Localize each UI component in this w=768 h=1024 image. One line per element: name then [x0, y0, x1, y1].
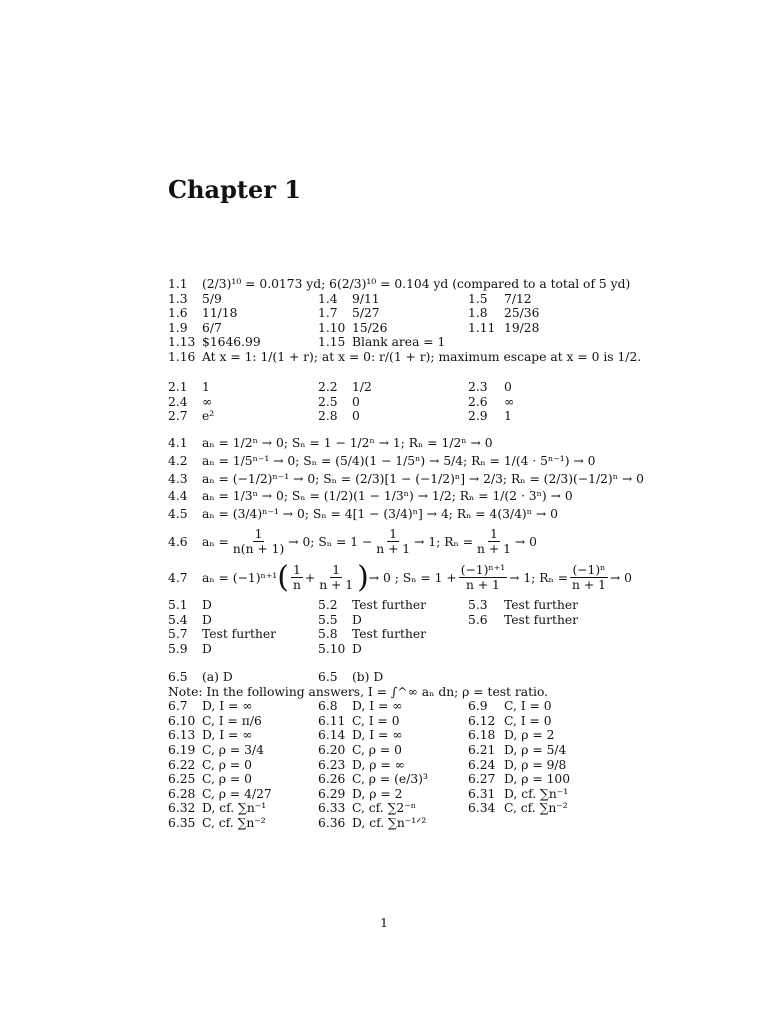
problem-number: 1.3	[168, 291, 188, 306]
answer-value: C, ρ = 0	[352, 742, 402, 757]
answer-value: D	[202, 641, 212, 656]
problem-number: 5.9	[168, 641, 188, 656]
problem-number: 1.6	[168, 306, 188, 321]
problem-number: 5.4	[168, 612, 188, 627]
answer-value: 19/28	[504, 320, 540, 335]
answer-row-fraction	[168, 559, 688, 597]
note-text: Note: In the following answers, I = ∫^∞ aₙ dn; ρ = test ratio.	[168, 684, 549, 699]
page-number: 1	[380, 916, 388, 930]
numerator: 1	[293, 563, 301, 578]
answer-text: (2/3)¹⁰ = 0.0173 yd; 6(2/3)¹⁰ = 0.104 yd (compared to a total of 5 yd)	[202, 277, 631, 291]
problem-number: 4.1	[168, 436, 188, 450]
answer-row	[168, 507, 688, 525]
problem-number: 6.9	[468, 699, 488, 714]
answer-value: D, cf. ∑n⁻¹	[504, 786, 569, 801]
answer-row	[168, 598, 688, 613]
problem-number: 4.7	[168, 570, 188, 585]
answer-row	[168, 642, 688, 657]
answer-value: 25/36	[504, 306, 540, 321]
note-row	[168, 685, 688, 700]
problem-number: 5.8	[318, 627, 338, 642]
problem-number: 6.28	[168, 786, 196, 801]
answer-row	[168, 380, 688, 395]
denominator: n(n + 1)	[232, 542, 285, 557]
answer-value: C, ρ = 3/4	[202, 742, 264, 757]
answers-section-6	[168, 670, 688, 831]
answer-row	[168, 743, 688, 758]
answer-value: D, ρ = 2	[352, 786, 403, 801]
answer-row-fraction	[168, 525, 688, 559]
answers-section-4	[168, 436, 688, 597]
problem-number: 4.2	[168, 453, 188, 468]
problem-number: 5.10	[318, 641, 346, 656]
problem-number: 2.7	[168, 409, 188, 424]
problem-number: 1.5	[468, 291, 488, 306]
answer-row	[168, 277, 688, 292]
problem-number: 1.13	[168, 335, 196, 350]
problem-number: 5.3	[468, 598, 488, 612]
answer-row	[168, 489, 688, 507]
problem-number: 6.29	[318, 786, 346, 801]
numerator: (−1)ⁿ	[572, 563, 606, 578]
problem-number: 6.35	[168, 815, 196, 830]
answer-value: C, ρ = 0	[202, 772, 252, 787]
answer-row	[168, 728, 688, 743]
problem-number: 6.21	[468, 742, 496, 757]
numerator: (−1)ⁿ⁺¹	[460, 563, 506, 578]
problem-number: 1.16	[168, 349, 196, 364]
numerator: 1	[389, 527, 398, 542]
answer-value: 5/9	[202, 291, 222, 306]
problem-number: 2.8	[318, 409, 338, 424]
problem-number: 1.10	[318, 320, 346, 335]
problem-number: 4.3	[168, 471, 188, 486]
answer-value: 0	[352, 409, 360, 424]
answer-value: 1/2	[352, 380, 372, 394]
answer-value: ∞	[202, 394, 213, 409]
problem-number: 6.10	[168, 713, 196, 728]
answers-section-5	[168, 598, 688, 656]
problem-number: 6.8	[318, 699, 338, 714]
answer-value: Test further	[504, 612, 579, 627]
answer-value: D	[352, 641, 362, 656]
answer-value: D	[202, 598, 212, 612]
formula-text: → 0 ; Sₙ = 1 +	[368, 570, 457, 585]
problem-number: 6.13	[168, 728, 196, 743]
fraction	[374, 527, 412, 556]
answer-row	[168, 335, 688, 350]
answer-row	[168, 454, 688, 472]
answer-value: (b) D	[352, 670, 384, 684]
numerator: 1	[332, 563, 341, 578]
problem-number: 2.5	[318, 394, 338, 409]
denominator: n + 1	[572, 578, 606, 593]
answer-row	[168, 772, 688, 787]
problem-number: 2.6	[468, 394, 488, 409]
answer-value: e²	[202, 409, 215, 424]
answer-value: 9/11	[352, 291, 380, 306]
answer-text: aₙ = 1/2ⁿ → 0; Sₙ = 1 − 1/2ⁿ → 1; Rₙ = 1/2ⁿ → 0	[202, 436, 493, 450]
answer-row	[168, 816, 688, 831]
answer-row	[168, 306, 688, 321]
formula-text: aₙ = (−1)ⁿ⁺¹	[202, 570, 278, 585]
chapter-title: Chapter 1	[168, 175, 301, 204]
problem-number: 6.14	[318, 728, 346, 743]
problem-number: 6.23	[318, 757, 346, 772]
answer-value: 0	[504, 380, 512, 394]
problem-number: 6.27	[468, 772, 496, 787]
answer-value: $1646.99	[202, 335, 261, 350]
answer-row	[168, 627, 688, 642]
answer-row	[168, 801, 688, 816]
formula-text: → 0	[609, 570, 632, 585]
answer-value: C, ρ = (e/3)³	[352, 772, 428, 787]
answer-value: D, I = ∞	[352, 699, 403, 714]
answer-value: Test further	[352, 627, 427, 642]
answer-text: aₙ = (3/4)ⁿ⁻¹ → 0; Sₙ = 4[1 − (3/4)ⁿ] → 4; Rₙ = 4(3/4)ⁿ → 0	[202, 507, 558, 522]
answer-value: 5/27	[352, 306, 380, 321]
problem-number: 6.34	[468, 801, 496, 816]
answer-value: D, I = ∞	[202, 728, 253, 743]
fraction	[475, 527, 513, 556]
answer-value: 11/18	[202, 306, 238, 321]
problem-number: 2.3	[468, 380, 488, 394]
answer-value: D, ρ = 100	[504, 772, 571, 787]
formula-text: → 0; Sₙ = 1 −	[288, 534, 373, 549]
answer-value: 1	[504, 409, 512, 424]
problem-number: 6.22	[168, 757, 196, 772]
answer-text: aₙ = (−1/2)ⁿ⁻¹ → 0; Sₙ = (2/3)[1 − (−1/2)ⁿ] → 2/3; Rₙ = (2/3)(−1/2)ⁿ → 0	[202, 471, 644, 486]
answer-row	[168, 787, 688, 802]
problem-number: 5.1	[168, 598, 188, 612]
answer-value: D, cf. ∑n⁻¹ᐟ²	[352, 815, 427, 830]
problem-number: 1.11	[468, 320, 496, 335]
formula-text: → 1; Rₙ =	[509, 570, 569, 585]
answer-row	[168, 714, 688, 729]
denominator: n + 1	[319, 578, 354, 593]
answer-value: D, ρ = 9/8	[504, 757, 567, 772]
answer-value: D, I = ∞	[352, 728, 403, 743]
answer-row	[168, 395, 688, 410]
answer-value: C, cf. ∑2⁻ⁿ	[352, 801, 417, 816]
problem-number: 1.7	[318, 306, 338, 321]
problem-number: 6.36	[318, 815, 346, 830]
answer-text: aₙ = 1/3ⁿ → 0; Sₙ = (1/2)(1 − 1/3ⁿ) → 1/2; Rₙ = 1/(2 · 3ⁿ) → 0	[202, 489, 573, 504]
answer-text: At x = 1: 1/(1 + r); at x = 0: r/(1 + r); maximum escape at x = 0 is 1/2.	[202, 349, 642, 364]
answers-section-1	[168, 277, 688, 365]
formula-text: aₙ =	[202, 534, 229, 549]
answer-value: D, I = ∞	[202, 699, 253, 714]
answer-value: C, ρ = 0	[202, 757, 252, 772]
answer-value: 1	[202, 380, 210, 394]
problem-number: 2.2	[318, 380, 338, 394]
answer-row	[168, 350, 688, 365]
problem-number: 1.15	[318, 335, 346, 350]
problem-number: 4.5	[168, 507, 188, 522]
answer-row	[168, 670, 688, 685]
answer-value: C, cf. ∑n⁻²	[504, 801, 568, 816]
fraction	[317, 563, 355, 592]
problem-number: 6.12	[468, 713, 496, 728]
answer-value: D, ρ = 5/4	[504, 742, 567, 757]
problem-number: 6.19	[168, 742, 196, 757]
problem-number: 2.4	[168, 394, 188, 409]
problem-number: 2.1	[168, 380, 188, 394]
answer-value: C, I = 0	[504, 713, 552, 728]
problem-number: 6.5	[318, 670, 338, 684]
problem-number: 5.6	[468, 612, 488, 627]
answer-value: Test further	[202, 627, 277, 642]
answer-value: D	[202, 612, 212, 627]
answer-row	[168, 321, 688, 336]
right-paren: )	[357, 559, 369, 595]
numerator: 1	[490, 527, 498, 542]
denominator: n + 1	[477, 542, 511, 557]
answer-value: C, I = π/6	[202, 713, 262, 728]
left-paren: (	[277, 559, 289, 595]
answer-row	[168, 292, 688, 307]
answer-value: Test further	[504, 598, 579, 612]
problem-number: 6.25	[168, 772, 196, 787]
answer-value: C, I = 0	[352, 713, 400, 728]
answer-value: (a) D	[202, 670, 233, 684]
formula-text: +	[304, 570, 316, 585]
answer-value: C, I = 0	[504, 699, 552, 714]
formula-text: → 1; Rₙ =	[414, 534, 474, 549]
problem-number: 4.6	[168, 534, 188, 549]
answer-row	[168, 409, 688, 424]
answer-value: D, ρ = ∞	[352, 757, 405, 772]
problem-number: 6.7	[168, 699, 188, 714]
answer-row	[168, 472, 688, 490]
problem-number: 6.24	[468, 757, 496, 772]
problem-number: 6.5	[168, 670, 188, 684]
denominator: n + 1	[465, 578, 500, 593]
answer-value: C, cf. ∑n⁻²	[202, 815, 266, 830]
answer-value: C, ρ = 4/27	[202, 786, 272, 801]
fraction	[231, 527, 286, 556]
answer-value: 0	[352, 394, 360, 409]
problem-number: 5.7	[168, 627, 188, 642]
problem-number: 6.33	[318, 801, 346, 816]
fraction	[459, 563, 507, 592]
problem-number: 6.18	[468, 728, 496, 743]
answer-value: 15/26	[352, 320, 388, 335]
problem-number: 1.8	[468, 306, 488, 321]
answer-value: 6/7	[202, 320, 222, 335]
answer-value: D, ρ = 2	[504, 728, 555, 743]
denominator: n	[292, 578, 301, 593]
problem-number: 6.31	[468, 786, 496, 801]
problem-number: 6.32	[168, 801, 196, 816]
answer-value: Test further	[352, 598, 427, 612]
formula-text: → 0	[514, 534, 537, 549]
fraction	[570, 563, 608, 592]
problem-number: 1.4	[318, 291, 338, 306]
answer-row	[168, 613, 688, 628]
problem-number: 6.20	[318, 742, 346, 757]
problem-number: 1.1	[168, 277, 188, 291]
answer-value: 7/12	[504, 291, 532, 306]
problem-number: 1.9	[168, 320, 188, 335]
problem-number: 6.11	[318, 713, 346, 728]
answer-value: Blank area = 1	[352, 335, 446, 350]
denominator: n + 1	[376, 542, 411, 557]
answer-text: aₙ = 1/5ⁿ⁻¹ → 0; Sₙ = (5/4)(1 − 1/5ⁿ) → 5/4; Rₙ = 1/(4 · 5ⁿ⁻¹) → 0	[202, 453, 596, 468]
numerator: 1	[254, 527, 263, 542]
answer-row	[168, 436, 688, 454]
problem-number: 4.4	[168, 489, 188, 504]
answer-value: D	[352, 612, 362, 627]
problem-number: 2.9	[468, 409, 488, 424]
answer-value: ∞	[504, 394, 515, 409]
answers-section-2	[168, 380, 688, 424]
answer-row	[168, 758, 688, 773]
answer-value: D, cf. ∑n⁻¹	[202, 801, 267, 816]
answer-row	[168, 699, 688, 714]
problem-number: 6.26	[318, 772, 346, 787]
problem-number: 5.5	[318, 612, 338, 627]
problem-number: 5.2	[318, 598, 338, 612]
fraction	[291, 563, 303, 592]
